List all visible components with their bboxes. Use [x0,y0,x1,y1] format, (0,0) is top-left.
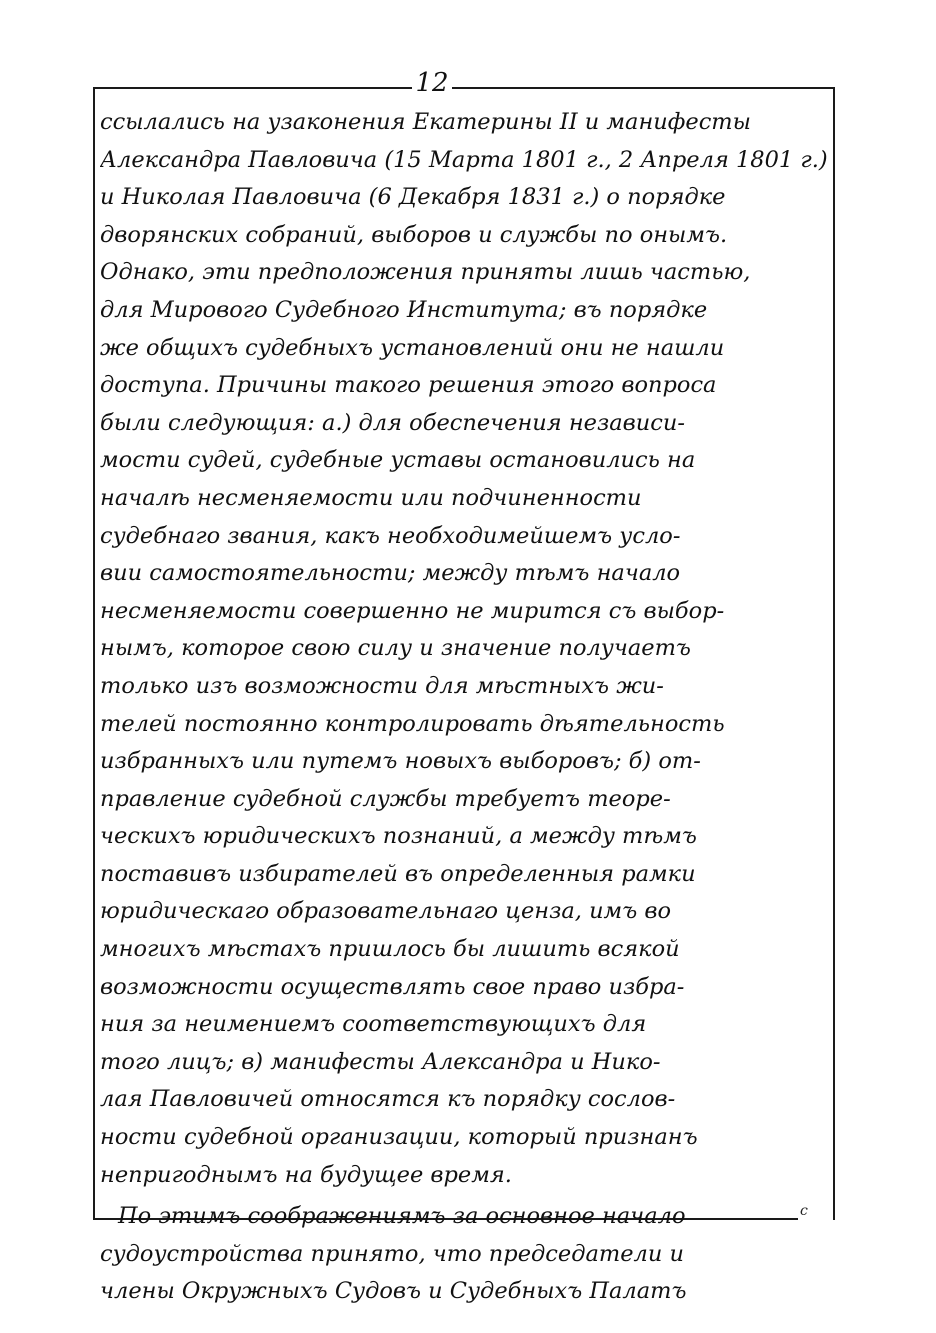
text-line: для Мирового Судебного Института; въ порядке [100,296,708,323]
text-line: же общихъ судебныхъ установлений они не нашли [100,334,725,361]
text-line: члены Окружныхъ Судовъ и Судебныхъ Палатъ [100,1278,687,1305]
text-line: Однако, эти предположения приняты лишь частью, [100,259,751,286]
text-line: Александра Павловича (15 Марта 1801 г., 2 Апреля 1801 г.) [100,146,828,173]
text-line: ссылались на узаконения Екатерины II и манифесты [100,109,751,135]
corner-mark: с [800,1203,808,1219]
text-line: лая Павловичей относятся къ порядку сослов- [100,1086,676,1113]
text-line: ния за неимениемъ соответствующихъ для [100,1011,647,1038]
text-line: несменяемости совершенно не мирится съ выбор- [100,597,725,624]
text-line: юридическаго образовательнаго ценза, имъ во [100,898,672,925]
text-line: избранныхъ или путемъ новыхъ выборовъ; б) от- [100,748,701,775]
text-line: доступа. Причины такого решения этого вопроса [100,372,717,399]
text-line: только изъ возможности для мѣстныхъ жи- [100,672,664,699]
text-line: дворянских собраний, выборов и службы по онымъ. [100,221,728,248]
text-line: того лицъ; в) манифесты Александра и Нико- [100,1048,661,1075]
handwritten-text-block [100,104,830,1311]
text-line: ческихъ юридическихъ познаний, а между тѣмъ [100,823,697,850]
paragraph-start-line: По этимъ соображениямъ за основное начало [118,1203,686,1230]
text-line: мости судей, судебные уставы остановились на [100,447,696,474]
text-line: и Николая Павловича (6 Декабря 1831 г.) о порядке [100,184,726,211]
text-line: судоустройства принято, что председатели и [100,1240,684,1267]
text-line: ности судебной организации, который признанъ [100,1124,698,1151]
page-number: 12 [412,68,452,98]
text-line: многихъ мѣстахъ пришлось бы лишить всякой [100,936,680,963]
text-line: вии самостоятельности; между тѣмъ начало [100,560,681,587]
text-line: судебнаго звания, какъ необходимейшемъ усло- [100,522,681,549]
text-line: телей постоянно контролировать дѣятельность [100,710,725,737]
text-line: были следующия: а.) для обеспечения независи- [100,409,685,436]
text-line: началѣ несменяемости или подчиненности [100,484,642,511]
text-line: поставивъ избирателей въ определенныя рамки [100,860,696,887]
text-line: непригоднымъ на будущее время. [100,1161,512,1188]
text-line: возможности осуществлять свое право избра- [100,973,685,1000]
text-line: нымъ, которое свою силу и значение получаетъ [100,635,691,662]
text-line: правление судебной службы требуетъ теоре- [100,785,671,812]
